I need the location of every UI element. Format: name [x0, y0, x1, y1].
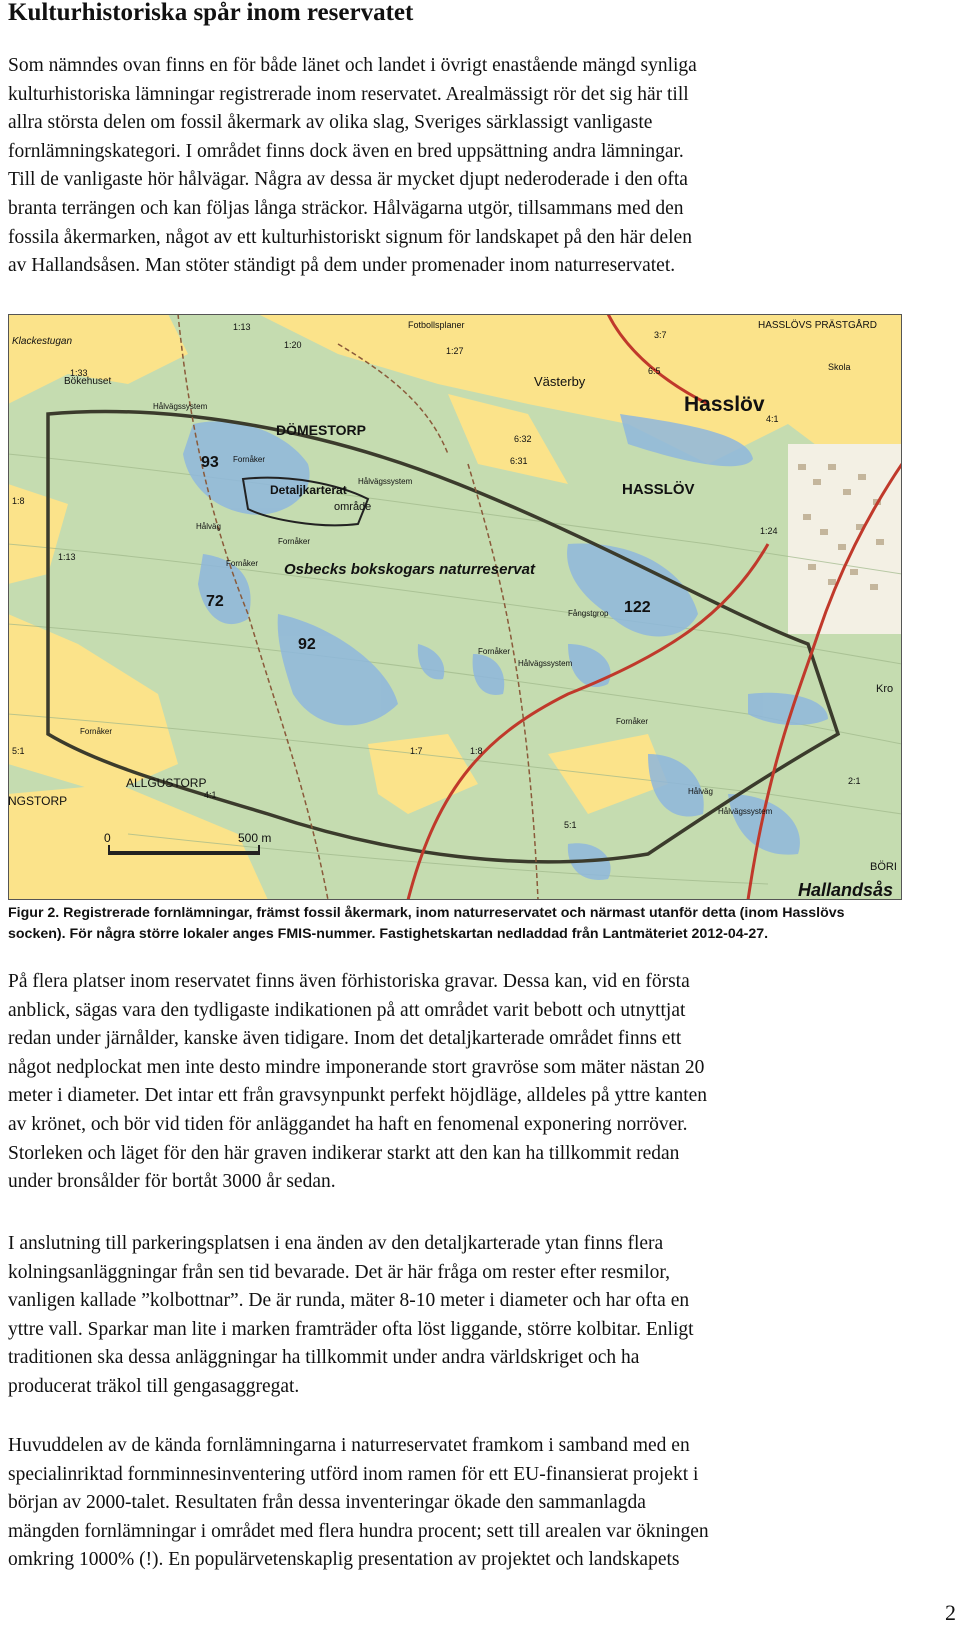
map-small-label: Hålväg — [688, 787, 713, 796]
map-label-domestorp: DÖMESTORP — [276, 422, 366, 438]
page-heading: Kulturhistoriska spår inom reservatet — [8, 0, 414, 26]
map-small-label: Hålvägssystem — [718, 807, 773, 816]
map-parcel-label: 3:7 — [654, 330, 667, 340]
paragraph-intro: Som nämndes ovan finns en för både länet och landet i övrigt enastående mängd synliga kulturhistoriska lämningar registrerade inom reservatet. Arealmässigt rör det sig här till allra största delen om fossil åkermark av olika slag, Sveriges särklassigt vanligaste fornlämningskategori. I området finns dock även en bred uppsättning andra lämningar. Till de vanligaste hör hålvägar. Några av dessa är mycket djupt nederoderade i den ofta branta terrängen och kan följas långa sträckor. Hålvägarna utgör, tillsammans med den fossila åkermarken, något av ett kulturhistoriskt signum för landskapet på den här delen av Hallandsåsen. Man stöter ständigt på dem under promenader inom naturreservatet. — [8, 55, 697, 277]
map-small-label: Hålvägssystem — [153, 402, 208, 411]
fmis-number: 92 — [298, 636, 316, 653]
map-parcel-label: 1:13 — [58, 552, 76, 562]
map-label-gstorp: NGSTORP — [8, 794, 68, 808]
map-label-borj: BÖRI — [870, 861, 897, 873]
map-label-skola: Skola — [828, 362, 851, 372]
map-parcel-label: 4:1 — [204, 790, 217, 800]
page-number: 2 — [945, 1600, 956, 1625]
map-parcel-label: 5:1 — [12, 746, 25, 756]
map-detail-label-2: område — [334, 501, 372, 513]
map-parcel-label: 1:20 — [284, 340, 302, 350]
map-village — [788, 444, 902, 634]
fmis-number: 122 — [624, 599, 651, 616]
map-figure — [8, 314, 902, 900]
map-small-label: Fornåker — [233, 455, 266, 464]
map-detail-label: Detaljkarterat — [270, 483, 347, 497]
paragraph-charcoal: I anslutning till parkeringsplatsen i ena änden av den detaljkarterade ytan finns flera kolningsanläggningar från sen tid bevarade. Det är här fråga om rester efter resmilor, vanligen kallade ”kolbottnar”. De är runda, mäter 8-10 meter i diameter och har ofta en yttre vall. Sparkar man lite i marken framträder ofta löst liggande, större kolbitar. Enligt traditionen ska dessa anläggningar ha tillkommit under andra världskriget och ha producerat träkol till gengasaggregat. — [8, 1233, 694, 1397]
map-parcel-label: 1:24 — [760, 526, 778, 536]
map-parcel-label: 5:1 — [564, 820, 577, 830]
map-parcel-label: 1:7 — [410, 746, 423, 756]
map-label-fotbollsplaner: Fotbollsplaner — [408, 320, 465, 330]
fmis-number: 72 — [206, 593, 224, 610]
map-small-label: Hålvägssystem — [358, 477, 413, 486]
map-parcel-label: 4:1 — [766, 414, 779, 424]
map-small-label: Fornåker — [80, 727, 113, 736]
map-parcel-label: 6:5 — [648, 366, 661, 376]
paragraph-graves: På flera platser inom reservatet finns även förhistoriska gravar. Dessa kan, vid en första anblick, sägas vara den tydligaste indikationen på att området varit bebott och utnyttjat redan under järnålder, kanske även tidigare. Inom det detaljkarterade området finns ett något nedplockat men inte desto mindre imponerande stort gravröse som mäter nästan 20 meter i diameter. Det intar ett från gravsynpunkt perfekt höjdläge, alldeles på yttre kanten av krönet, och bör vid tiden för anläggandet ha haft en fenomenal exponering norröver. Storleken och läget för den här graven indikerar starkt att den kan ha tillkommit redan under bronsålder för bortåt 3000 år sedan. — [8, 971, 708, 1193]
map-small-label: Hålväg — [196, 522, 221, 531]
map-parcel-label: 1:33 — [70, 368, 88, 378]
map-scale-start: 0 — [104, 831, 111, 845]
map-label-bokehuset: Bökehuset — [64, 376, 112, 387]
map-label-hasslov-caps: HASSLÖV — [622, 481, 695, 498]
map-parcel-label: 1:13 — [233, 322, 251, 332]
map-small-label: Fornåker — [478, 647, 511, 656]
map-parcel-label: 1:27 — [446, 346, 464, 356]
map-parcel-label: 6:32 — [514, 434, 532, 444]
map-label-hallandsas: Hallandsås — [798, 880, 894, 900]
map-label-prastgard: HASSLÖVS PRÄSTGÅRD — [758, 320, 877, 331]
map-label-kro: Kro — [876, 683, 894, 695]
map-scale-end: 500 m — [238, 831, 272, 845]
paragraph-inventory: Huvuddelen av de kända fornlämningarna i naturreservatet framkom i samband med en specialinriktad fornminnesinventering utförd inom ramen för ett EU-finansierat projekt i början av 2000-talet. Resultaten från dessa inventeringar ökade den sammanlagda mängden fornlämningar i området med flera hundra procent; sett till arealen var ökningen omkring 1000% (!). En populärvetenskaplig presentation av projektet och landskapets — [8, 1435, 709, 1571]
map-parcel-label: 2:1 — [848, 776, 861, 786]
map-small-label: Fornåker — [226, 559, 259, 568]
map-reserve-name: Osbecks bokskogars naturreservat — [284, 561, 535, 578]
map-parcel-label: 6:31 — [510, 456, 528, 466]
map-small-label: Fångstgrop — [568, 609, 609, 618]
fmis-number: 93 — [201, 454, 219, 471]
map-image — [8, 314, 902, 900]
map-label-hasslov: Hasslöv — [684, 393, 765, 416]
map-label-allgustorp: ALLGUSTORP — [126, 776, 207, 790]
map-small-label: Fornåker — [278, 537, 311, 546]
map-parcel-label: 1:8 — [12, 496, 25, 506]
map-small-label: Fornåker — [616, 717, 649, 726]
map-small-label: Hålvägssystem — [518, 659, 573, 668]
map-label-klackestugan: Klackestugan — [12, 336, 73, 347]
map-label-vasterby: Västerby — [534, 374, 586, 389]
map-parcel-label: 1:8 — [470, 746, 483, 756]
figure-caption: Figur 2. Registrerade fornlämningar, främst fossil åkermark, inom naturreservatet och närmast utanför detta (inom Hasslövs socken). För några större lokaler anges FMIS-nummer. Fastighetskartan nedladdad från Lantmäteriet 2012-04-27. — [8, 905, 845, 942]
